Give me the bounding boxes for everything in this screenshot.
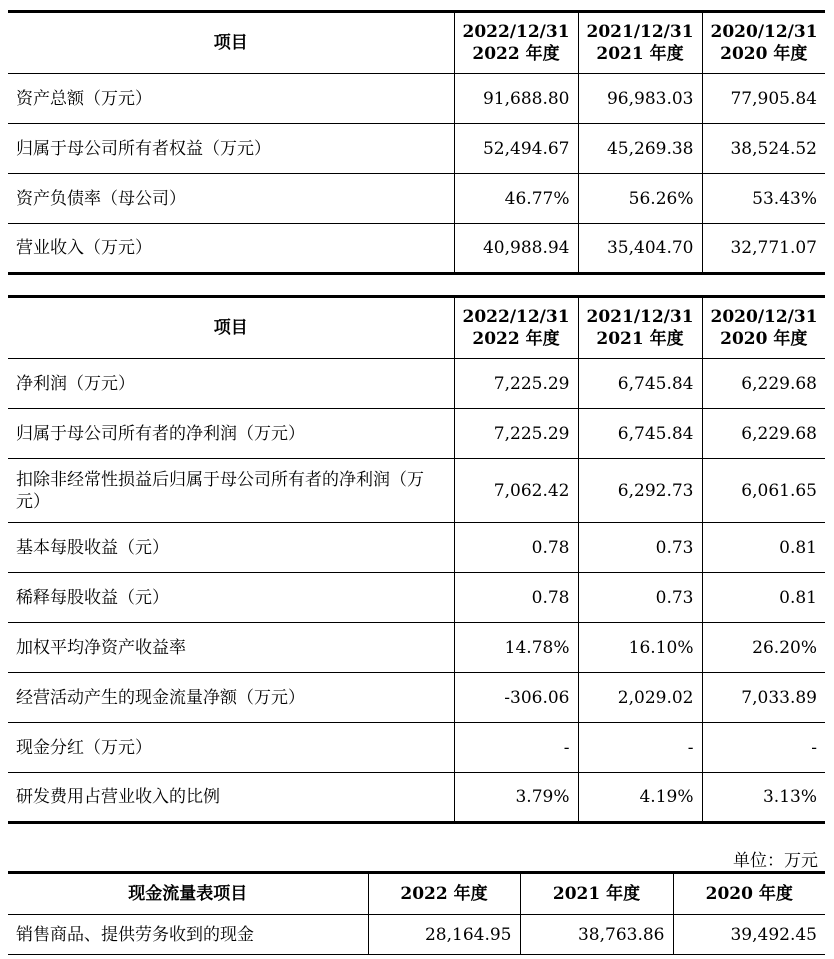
row-label: 加权平均净资产收益率	[8, 623, 454, 673]
cell-value: 2,029.02	[578, 673, 702, 723]
header-item: 现金流量表项目	[8, 873, 368, 915]
row-label: 归属于母公司所有者的净利润（万元）	[8, 409, 454, 459]
cell-value: 0.78	[454, 523, 578, 573]
cell-value: 38,763.86	[520, 915, 673, 955]
table-header-row	[8, 873, 825, 915]
row-label: 经营活动产生的现金流量净额（万元）	[8, 673, 454, 723]
cell-value: 28,164.95	[368, 915, 520, 955]
cell-value: -	[578, 723, 702, 773]
cell-value: 38,524.52	[702, 124, 825, 174]
cell-value: 35,404.70	[578, 224, 702, 274]
cell-value: 6,745.84	[578, 409, 702, 459]
cell-value: 32,771.07	[702, 224, 825, 274]
row-label: 现金分红（万元）	[8, 723, 454, 773]
header-col-2021: 2021/12/31 2021 年度	[578, 12, 702, 74]
row-label: 基本每股收益（元）	[8, 523, 454, 573]
row-label: 扣除非经常性损益后归属于母公司所有者的净利润（万元）	[8, 459, 454, 523]
row-label: 净利润（万元）	[8, 359, 454, 409]
header-col-2021: 2021/12/31 2021 年度	[578, 297, 702, 359]
cash-flow-table	[8, 871, 825, 955]
header-item: 项目	[8, 297, 454, 359]
cell-value: 4.19%	[578, 773, 702, 823]
cell-value: 53.43%	[702, 174, 825, 224]
table-row	[8, 573, 825, 623]
cell-value: -	[702, 723, 825, 773]
cell-value: 6,745.84	[578, 359, 702, 409]
cell-value: 7,033.89	[702, 673, 825, 723]
cell-value: 16.10%	[578, 623, 702, 673]
table-row	[8, 723, 825, 773]
profit-summary-table	[8, 295, 825, 824]
cell-value: 3.79%	[454, 773, 578, 823]
cell-value: 0.81	[702, 573, 825, 623]
balance-summary-table	[8, 10, 825, 275]
cell-value: 46.77%	[454, 174, 578, 224]
cell-value: 6,229.68	[702, 359, 825, 409]
row-label: 稀释每股收益（元）	[8, 573, 454, 623]
header-col-2020: 2020/12/31 2020 年度	[702, 12, 825, 74]
cell-value: 7,062.42	[454, 459, 578, 523]
table-header-row	[8, 297, 825, 359]
row-label: 营业收入（万元）	[8, 224, 454, 274]
cell-value: 40,988.94	[454, 224, 578, 274]
table-row	[8, 124, 825, 174]
cell-value: 45,269.38	[578, 124, 702, 174]
cell-value: 96,983.03	[578, 74, 702, 124]
table-row	[8, 523, 825, 573]
table-row	[8, 773, 825, 823]
cell-value: 56.26%	[578, 174, 702, 224]
cell-value: -	[454, 723, 578, 773]
unit-note: 单位：万元	[733, 851, 818, 871]
table-row	[8, 74, 825, 124]
table-row	[8, 915, 825, 955]
cell-value: -306.06	[454, 673, 578, 723]
cell-value: 7,225.29	[454, 359, 578, 409]
cell-value: 0.73	[578, 523, 702, 573]
table-row	[8, 174, 825, 224]
row-label: 归属于母公司所有者权益（万元）	[8, 124, 454, 174]
header-item: 项目	[8, 12, 454, 74]
cell-value: 52,494.67	[454, 124, 578, 174]
table-row	[8, 359, 825, 409]
header-col-2022: 2022/12/31 2022 年度	[454, 297, 578, 359]
row-label: 资产负债率（母公司）	[8, 174, 454, 224]
cell-value: 26.20%	[702, 623, 825, 673]
cell-value: 0.73	[578, 573, 702, 623]
table-row	[8, 623, 825, 673]
header-col-2020: 2020 年度	[673, 873, 825, 915]
cell-value: 7,225.29	[454, 409, 578, 459]
table-row	[8, 224, 825, 274]
table-row	[8, 673, 825, 723]
cell-value: 39,492.45	[673, 915, 825, 955]
cell-value: 91,688.80	[454, 74, 578, 124]
header-col-2022: 2022 年度	[368, 873, 520, 915]
table-row	[8, 459, 825, 523]
cell-value: 6,229.68	[702, 409, 825, 459]
header-col-2021: 2021 年度	[520, 873, 673, 915]
cell-value: 0.78	[454, 573, 578, 623]
cell-value: 6,061.65	[702, 459, 825, 523]
header-col-2022: 2022/12/31 2022 年度	[454, 12, 578, 74]
row-label: 销售商品、提供劳务收到的现金	[8, 915, 368, 955]
cell-value: 3.13%	[702, 773, 825, 823]
cell-value: 77,905.84	[702, 74, 825, 124]
table-row	[8, 409, 825, 459]
table-header-row	[8, 12, 825, 74]
header-col-2020: 2020/12/31 2020 年度	[702, 297, 825, 359]
cell-value: 6,292.73	[578, 459, 702, 523]
row-label: 资产总额（万元）	[8, 74, 454, 124]
cell-value: 0.81	[702, 523, 825, 573]
row-label: 研发费用占营业收入的比例	[8, 773, 454, 823]
cell-value: 14.78%	[454, 623, 578, 673]
